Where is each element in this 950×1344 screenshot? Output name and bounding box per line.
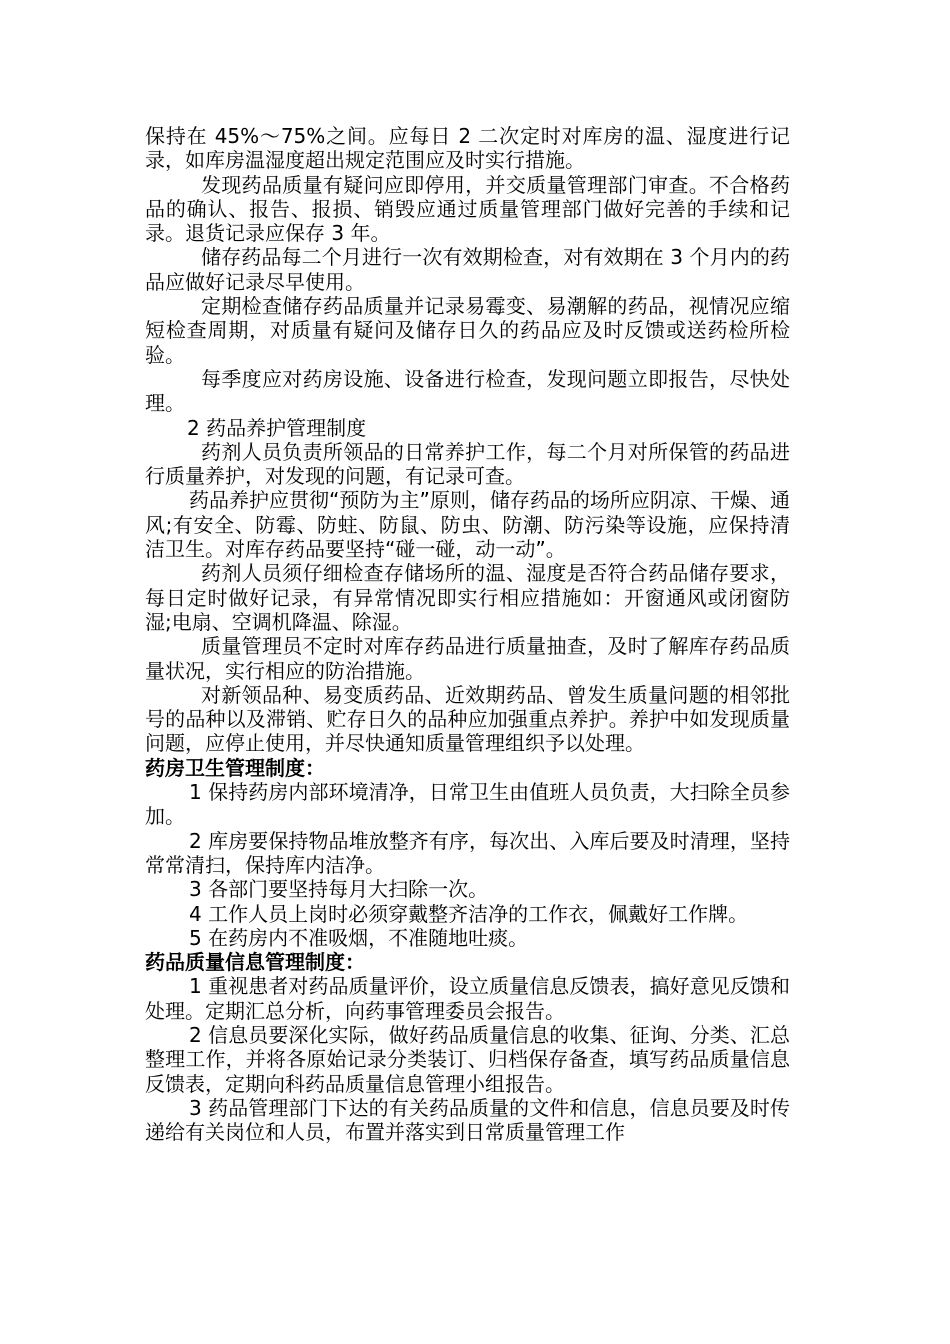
paragraph-expiry-check: 储存药品每二个月进行一次有效期检查，对有效期在 3 个月内的药品应做好记录尽早使用。 <box>145 245 790 294</box>
paragraph-humidity: 保持在 45%～75%之间。应每日 2 二次定时对库房的温、湿度进行记录，如库房温湿度超出规定范围应及时实行措施。 <box>145 124 790 173</box>
hygiene-item-1: 1 保持药房内部环境清净，日常卫生由值班人员负责，大扫除全员参加。 <box>145 780 790 829</box>
paragraph-key-maintenance: 对新领品种、易变质药品、近效期药品、曾发生质量问题的相邻批号的品种以及滞销、贮存日久的品种应加强重点养护。养护中如发现质量问题，应停止使用，并尽快通知质量管理组织予以处理。 <box>145 682 790 756</box>
paragraph-environment-check: 药剂人员须仔细检查存储场所的温、湿度是否符合药品储存要求，每日定时做好记录，有异常情况即实行相应措施如：开窗通风或闭窗防湿;电扇、空调机降温、除湿。 <box>145 561 790 634</box>
paragraph-quality-sampling: 质量管理员不定时对库存药品进行质量抽查，及时了解库存药品质量状况，实行相应的防治措施。 <box>145 634 790 683</box>
paragraph-periodic-inspection: 定期检查储存药品质量并记录易霉变、易潮解的药品，视情况应缩短检查周期，对质量有疑问及储存日久的药品应及时反馈或送药检所检验。 <box>145 294 790 367</box>
hygiene-item-2: 2 库房要保持物品堆放整齐有序，每次出、入库后要及时清理，坚持常常清扫，保持库内洁净。 <box>145 828 790 877</box>
paragraph-quality-doubt: 发现药品质量有疑问应即停用，并交质量管理部门审查。不合格药品的确认、报告、报损、销毁应通过质量管理部门做好完善的手续和记录。退货记录应保存 3 年。 <box>145 172 790 246</box>
hygiene-item-3: 3 各部门要坚持每月大扫除一次。 <box>189 877 489 902</box>
hygiene-item-5: 5 在药房内不准吸烟，不准随地吐痰。 <box>189 925 529 950</box>
heading-hygiene: 药房卫生管理制度： <box>145 755 325 780</box>
paragraph-prevention-principle: 药品养护应贯彻“预防为主”原则，储存药品的场所应阴凉、干燥、通风;有安全、防霉、防蛀、防鼠、防虫、防潮、防污染等设施，应保持清洁卫生。对库存药品要坚持“碰一碰，动一动”。 <box>145 488 790 562</box>
hygiene-item-4: 4 工作人员上岗时必须穿戴整齐洁净的工作衣，佩戴好工作牌。 <box>189 901 749 926</box>
paragraph-daily-maintenance: 药剂人员负责所领品的日常养护工作，每二个月对所保管的药品进行质量养护，对发现的问题，有记录可查。 <box>145 439 790 489</box>
paragraph-quarterly-check: 每季度应对药房设施、设备进行检查，发现问题立即报告，尽快处理。 <box>145 366 790 416</box>
document-page <box>145 124 790 1144</box>
section-heading-maintenance: 2 药品养护管理制度 <box>187 415 367 440</box>
quality-info-item-2: 2 信息员要深化实际，做好药品质量信息的收集、征询、分类、汇总整理工作，并将各原始记录分类装订、归档保存备查，填写药品质量信息反馈表，定期向科药品质量信息管理小组报告。 <box>145 1022 790 1096</box>
quality-info-item-1: 1 重视患者对药品质量评价，设立质量信息反馈表，搞好意见反馈和处理。定期汇总分析，向药事管理委员会报告。 <box>145 974 790 1023</box>
heading-quality-info: 药品质量信息管理制度： <box>145 950 365 975</box>
quality-info-item-3: 3 药品管理部门下达的有关药品质量的文件和信息，信息员要及时传递给有关岗位和人员，布置并落实到日常质量管理工作 <box>145 1095 790 1145</box>
